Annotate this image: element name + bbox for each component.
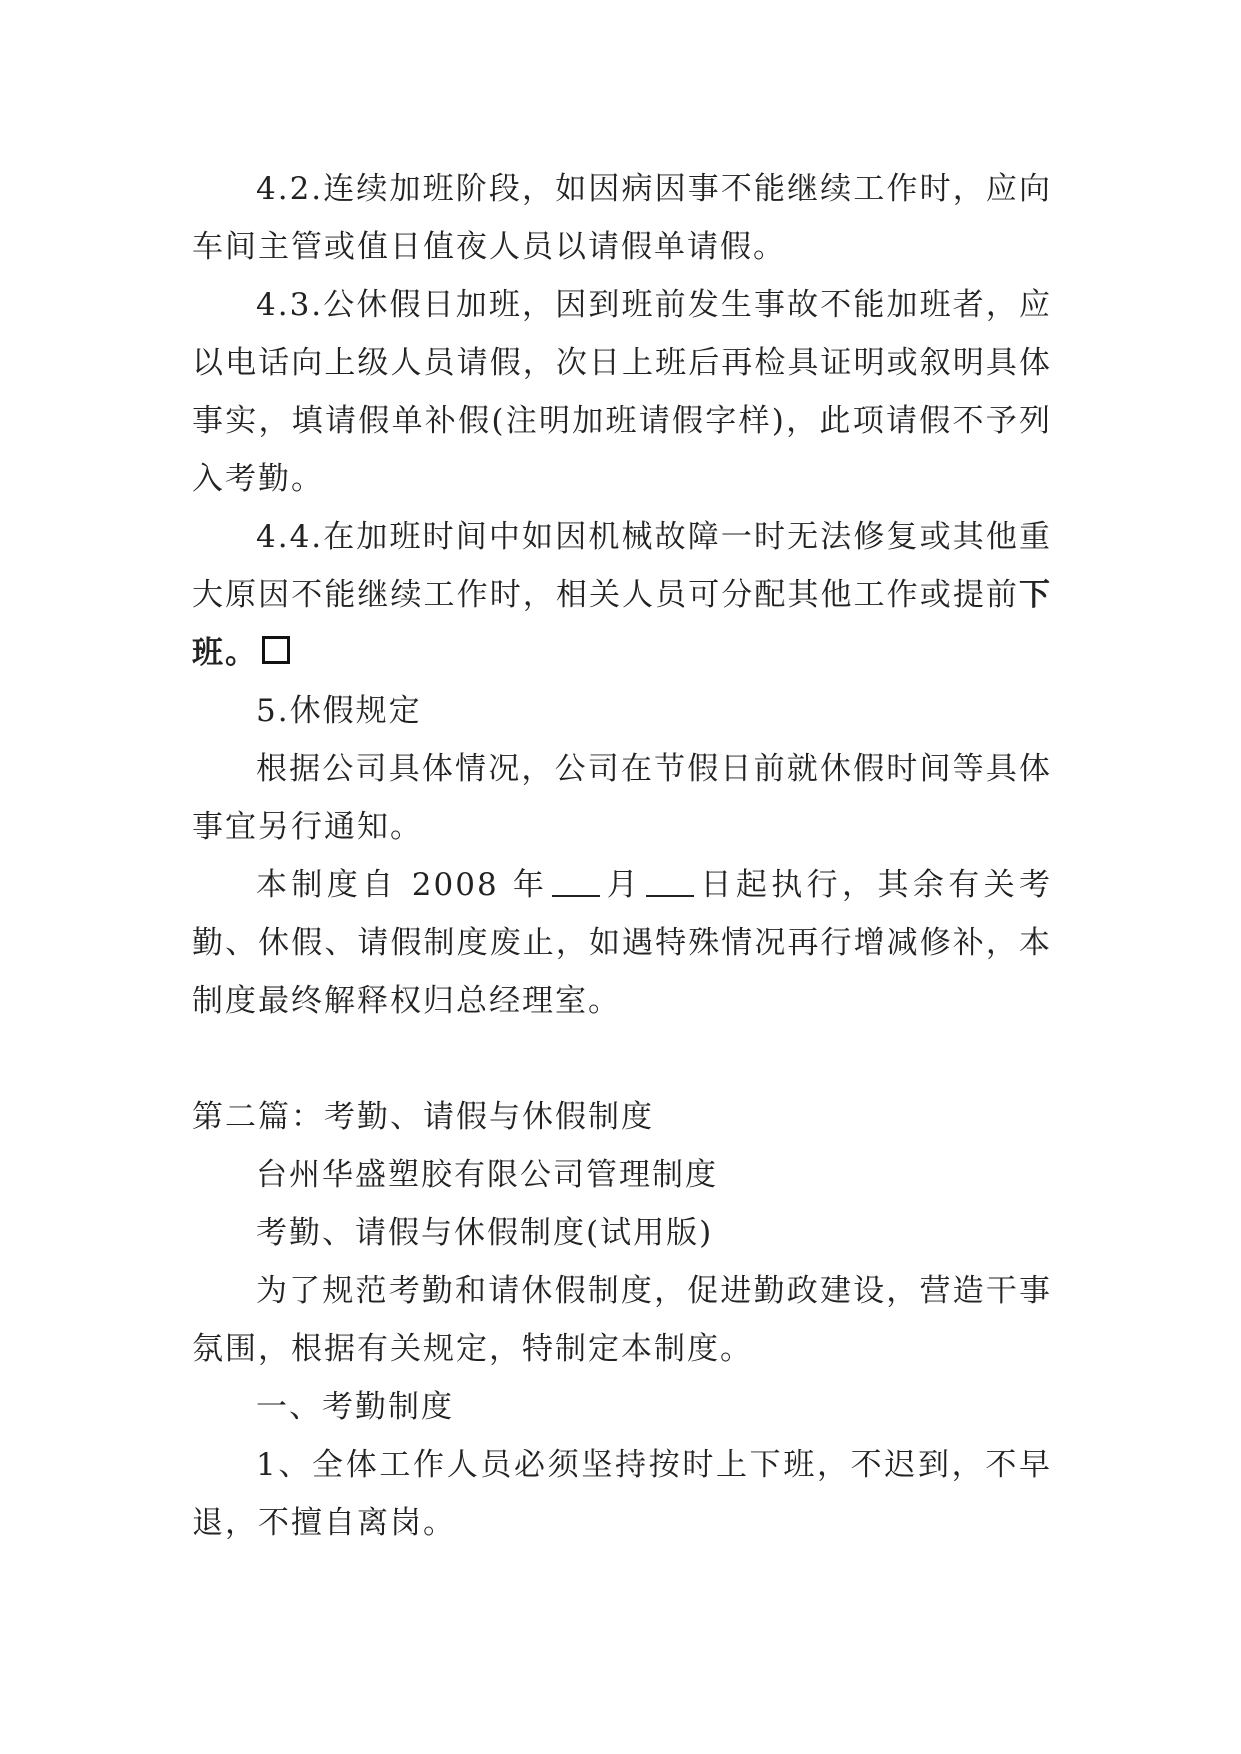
part-two-heading: 第二篇：考勤、请假与休假制度 <box>192 1099 654 1135</box>
checkbox-square-icon <box>262 636 290 664</box>
paragraph-4-2: 4.2.连续加班阶段，如因病因事不能继续工作时，应向车间主管或值日值夜人员以请假单请假。 <box>192 171 1052 265</box>
section-5-title: 5.休假规定 <box>256 693 422 729</box>
effective-text-c: 日起执行，其余有关考勤、休假、请假制度废止，如遇特殊情况再行增减修补，本制度最终解释权归总经理室。 <box>192 867 1052 1019</box>
paragraph-4-4-end: 下班。 <box>192 577 1052 671</box>
effective-date-paragraph <box>192 856 1052 1030</box>
document-page <box>192 160 1052 1552</box>
section-one-heading: 一、考勤制度 <box>256 1389 454 1425</box>
paragraph-4-4 <box>192 508 1052 682</box>
company-title: 台州华盛塑胶有限公司管理制度 <box>256 1157 718 1193</box>
document-title: 考勤、请假与休假制度(试用版) <box>256 1215 714 1251</box>
section-5-body: 根据公司具体情况，公司在节假日前就休假时间等具体事宜另行通知。 <box>192 751 1052 845</box>
item-one: 1、全体工作人员必须坚持按时上下班，不迟到，不早退，不擅自离岗。 <box>192 1447 1052 1541</box>
paragraph-4-3: 4.3.公休假日加班，因到班前发生事故不能加班者，应以电话向上级人员请假，次日上班后再检具证明或叙明具体事实，填请假单补假(注明加班请假字样)，此项请假不予列入考勤。 <box>192 287 1052 497</box>
effective-text-b: 月 <box>604 867 643 903</box>
spacer <box>192 1030 1052 1088</box>
day-blank <box>646 865 694 897</box>
paragraph-4-4-text: 4.4.在加班时间中如因机械故障一时无法修复或其他重大原因不能继续工作时，相关人员可分配其他工作或提前 <box>192 519 1052 613</box>
intro-paragraph: 为了规范考勤和请休假制度，促进勤政建设，营造干事氛围，根据有关规定，特制定本制度。 <box>192 1273 1052 1367</box>
month-blank <box>552 865 600 897</box>
effective-text-a: 本制度自 2008 年 <box>256 867 549 903</box>
